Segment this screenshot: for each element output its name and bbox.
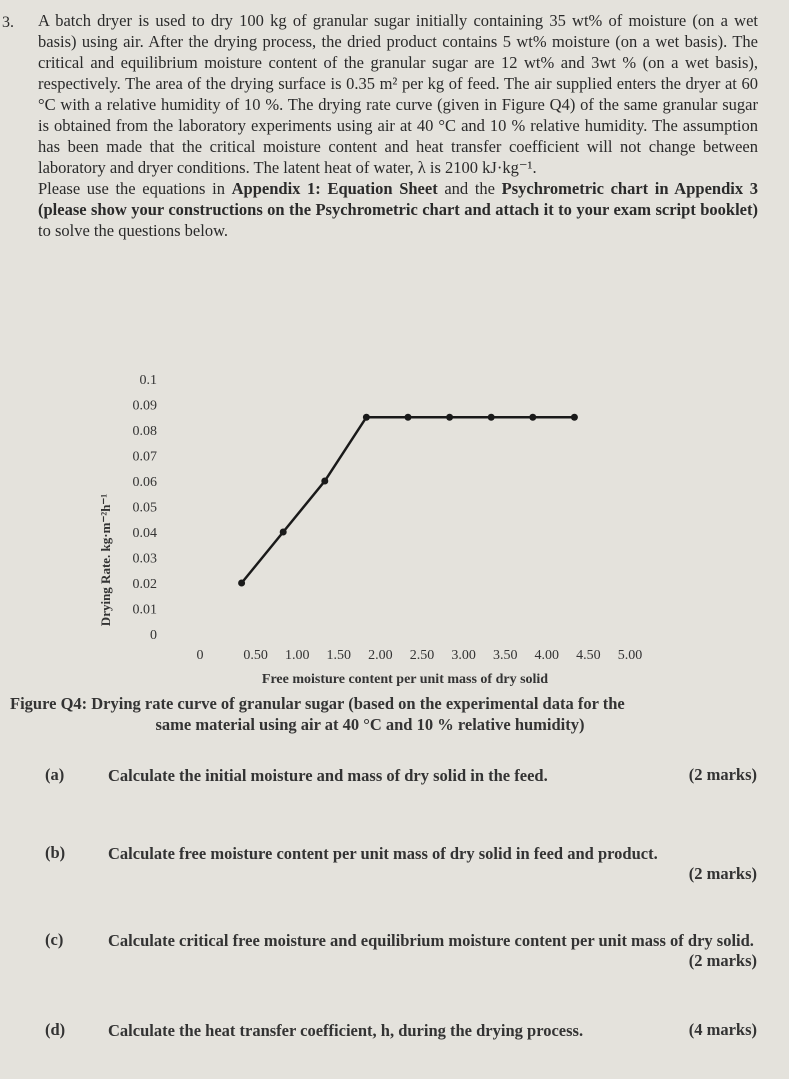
data-point <box>529 414 536 421</box>
y-tick-label: 0.1 <box>139 373 157 388</box>
x-tick-label: 2.50 <box>409 648 435 663</box>
drying-rate-series <box>238 414 578 587</box>
x-tick-label: 5.00 <box>617 648 643 663</box>
part-marks: (2 marks) <box>688 951 757 970</box>
appendix3-reference: Psychrometric chart in Appendix 3 (please show your constructions on the Psychrometric chart and attach it to your exam script booklet) <box>38 179 758 219</box>
part-text: Calculate the heat transfer coefficient, h, during the drying process. <box>108 1021 584 1040</box>
y-tick-label: 0.02 <box>132 577 157 592</box>
caption-line-2: same material using air at 40 °C and 10 % relative humidity) <box>155 715 585 734</box>
part-label: (b) <box>45 843 66 862</box>
y-tick-label: 0.06 <box>132 475 157 490</box>
x-tick-label: 1.50 <box>326 648 352 663</box>
y-tick-label: 0.03 <box>132 551 157 567</box>
data-point <box>363 414 370 421</box>
part-marks: (4 marks) <box>688 1020 757 1039</box>
data-point <box>238 580 245 587</box>
y-tick-label: 0.09 <box>132 398 157 414</box>
data-point <box>405 414 412 421</box>
x-tick-label: 1.00 <box>284 648 310 663</box>
part-label: (d) <box>45 1020 66 1039</box>
x-axis-label: Free moisture content per unit mass of dry solid <box>261 672 549 687</box>
x-tick-label: 4.50 <box>576 648 601 663</box>
y-axis-label: Drying Rate. kg·m⁻²h⁻¹ <box>98 493 113 627</box>
instructions-paragraph <box>38 178 758 241</box>
y-axis-ticks <box>133 373 158 643</box>
drying-rate-chart <box>0 360 789 690</box>
series-line <box>242 417 575 583</box>
problem-statement <box>38 10 758 241</box>
x-tick-label: 0 <box>196 648 204 663</box>
x-tick-label: 3.50 <box>492 648 518 663</box>
problem-paragraph: A batch dryer is used to dry 100 kg of granular sugar initially containing 35 wt% of moisture (on a wet basis) using air. After the drying process, the dried product contains 5 wt% moisture (on a wet basis). The critical and equilibrium moisture content of the granular sugar are 12 wt% and 3wt % (on a wet basis), respectively. The area of the drying surface is 0.35 m² per kg of feed. The air supplied enters the dryer at 60 °C with a relative humidity of 10 %. The drying rate curve (given in Figure Q4) of the same granular sugar is obtained from the laboratory experiments using air at 40 °C and 10 % relative humidity. The assumption has been made that the critical moisture content and heat transfer coefficient will not change between laboratory and dryer conditions. The latent heat of water, λ is 2100 kJ·kg⁻¹. <box>38 11 758 177</box>
y-tick-label: 0.05 <box>132 500 157 516</box>
y-tick-label: 0.07 <box>132 449 157 465</box>
x-tick-label: 2.00 <box>368 648 393 663</box>
x-tick-label: 0.50 <box>243 648 268 663</box>
data-point <box>571 414 578 421</box>
question-number: 3. <box>2 14 14 31</box>
data-point <box>321 478 328 485</box>
instruction-text: to solve the questions below. <box>38 221 229 240</box>
part-text: Calculate the initial moisture and mass of dry solid in the feed. <box>108 766 548 785</box>
part-marks: (2 marks) <box>688 864 757 883</box>
appendix1-reference: Appendix 1: Equation Sheet <box>231 179 438 198</box>
part-marks: (2 marks) <box>688 765 757 784</box>
data-point <box>446 414 453 421</box>
instruction-text: Please use the equations in <box>38 179 232 198</box>
part-label: (a) <box>45 765 65 784</box>
caption-line-1: Figure Q4: Drying rate curve of granular sugar (based on the experimental data for the <box>10 694 625 713</box>
x-axis-ticks <box>197 648 643 663</box>
instruction-text: and the <box>437 179 502 198</box>
data-point <box>280 529 287 536</box>
part-text: Calculate critical free moisture and equilibrium moisture content per unit mass of dry solid. <box>108 931 754 950</box>
part-label: (c) <box>45 930 64 949</box>
part-text: Calculate free moisture content per unit mass of dry solid in feed and product. <box>108 844 658 863</box>
x-tick-label: 4.00 <box>534 648 560 663</box>
y-tick-label: 0 <box>150 628 157 643</box>
y-tick-label: 0.08 <box>132 424 157 439</box>
data-point <box>488 414 495 421</box>
y-tick-label: 0.04 <box>132 526 157 541</box>
y-tick-label: 0.01 <box>132 602 157 618</box>
x-tick-label: 3.00 <box>451 648 476 663</box>
figure-caption <box>10 693 770 735</box>
